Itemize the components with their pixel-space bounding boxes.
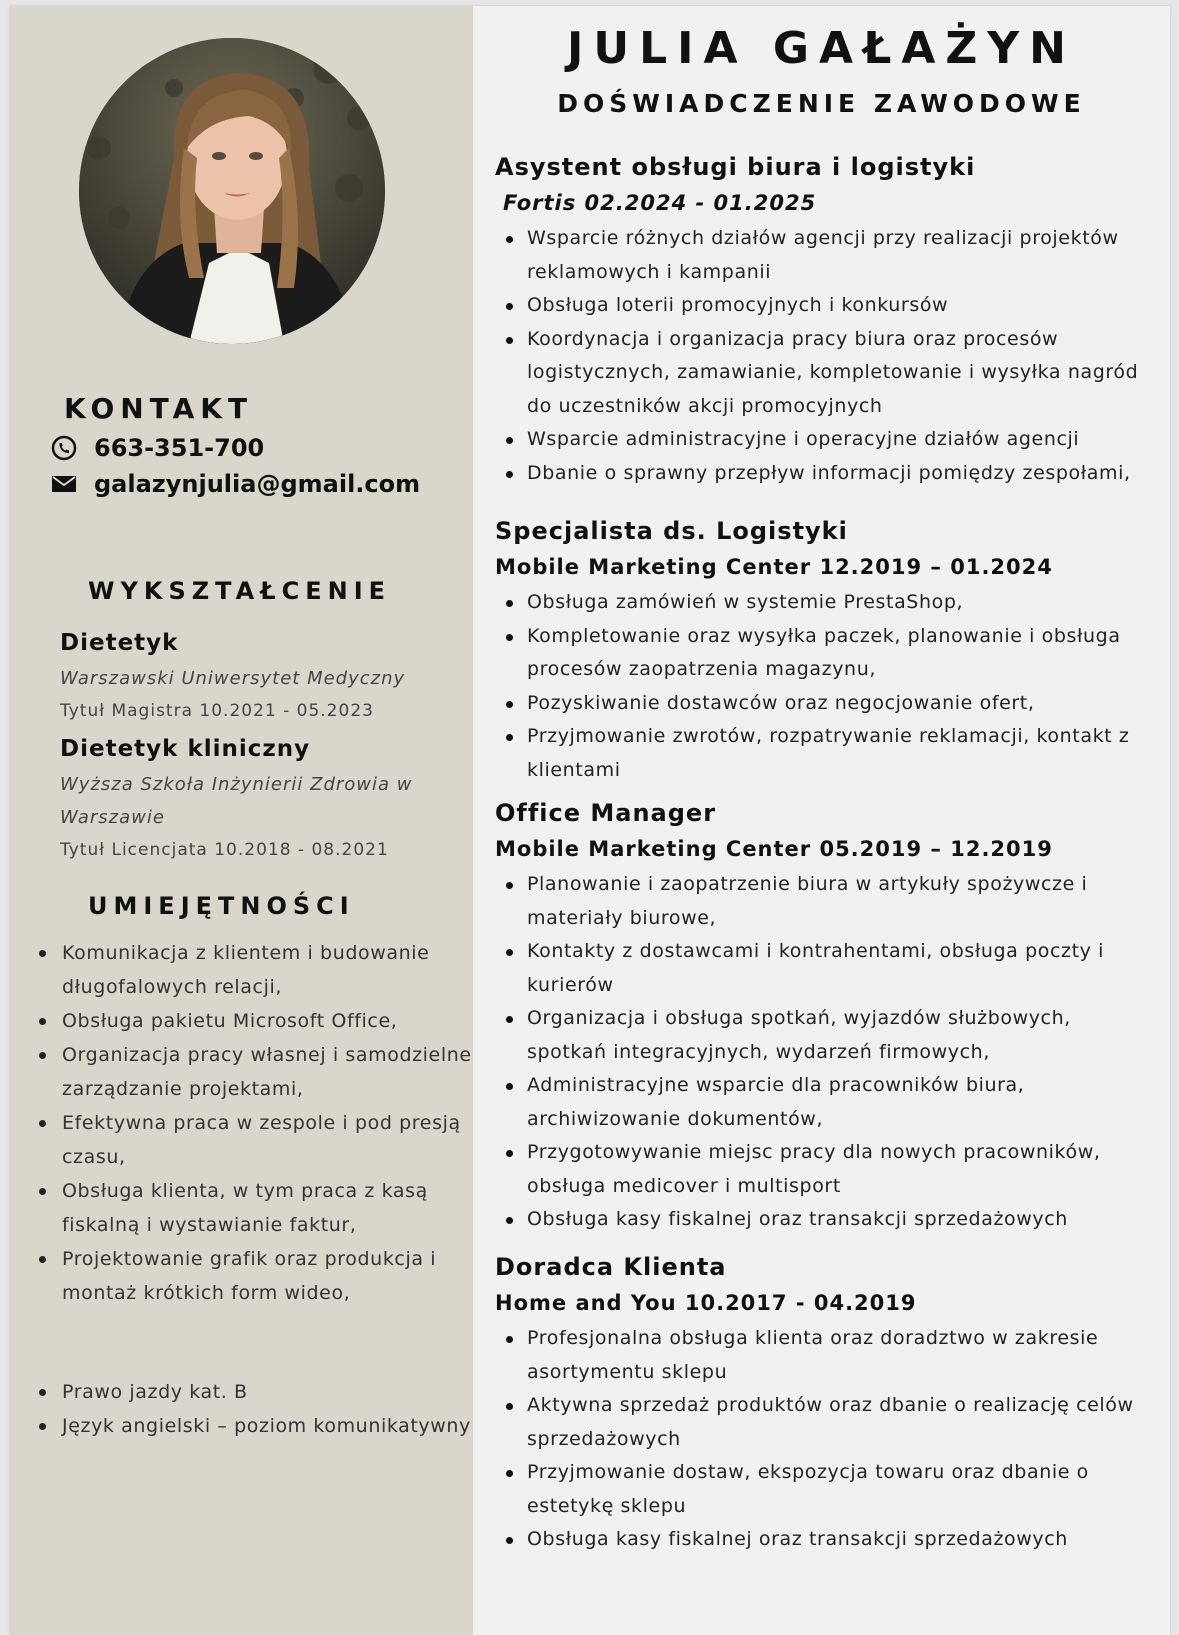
job-company: Fortis 02.2024 - 01.2025: [503, 191, 817, 215]
skill-item: Organizacja pracy własnej i samodzielne zarządzanie projektami,: [62, 1038, 492, 1106]
contact-email: [50, 470, 420, 498]
duty-item: Obsługa kasy fiskalnej oraz transakcji sprzedażowych: [527, 1523, 1155, 1557]
extra-skills-list: [38, 1375, 492, 1443]
job-entry: [495, 514, 1155, 787]
job-company: Mobile Marketing Center 12.2019 – 01.2024: [495, 555, 1053, 579]
skill-item: Projektowanie grafik oraz produkcja i montaż krótkich form wideo,: [62, 1242, 492, 1310]
email-address[interactable]: galazynjulia@gmail.com: [94, 470, 421, 498]
duty-item: Przygotowywanie miejsc pracy dla nowych pracowników, obsługa medicover i multisport: [527, 1136, 1155, 1203]
duty-item: Wsparcie administracyjne i operacyjne działów agencji: [527, 423, 1155, 457]
sidebar: [10, 6, 473, 1635]
duty-item: Wsparcie różnych działów agencji przy realizacji projektów reklamowych i kampanii: [527, 222, 1155, 289]
skill-item: Efektywna praca w zespole i pod presją czasu,: [62, 1106, 492, 1174]
education-school: Wyższa Szkoła Inżynierii Zdrowia w Warszawie: [60, 774, 413, 828]
skill-item: Prawo jazdy kat. B: [62, 1375, 492, 1409]
skills-list: [38, 936, 492, 1310]
education-degree: Dietetyk kliniczny: [60, 736, 311, 762]
phone-icon: [50, 434, 78, 462]
skill-item: Komunikacja z klientem i budowanie długofalowych relacji,: [62, 936, 492, 1004]
job-entry: [495, 150, 1155, 490]
skill-item: Język angielski – poziom komunikatywny: [62, 1409, 492, 1443]
job-title: Specjalista ds. Logistyki: [495, 517, 848, 545]
duty-item: Aktywna sprzedaż produktów oraz dbanie o realizację celów sprzedażowych: [527, 1389, 1155, 1456]
duty-item: Kontakty z dostawcami i kontrahentami, obsługa poczty i kurierów: [527, 935, 1155, 1002]
job-title: Doradca Klienta: [495, 1253, 727, 1281]
duty-list: [495, 1322, 1155, 1557]
candidate-name: JULIA GAŁAŻYN: [567, 23, 1076, 74]
main-content: [473, 6, 1170, 1635]
duty-item: Koordynacja i organizacja pracy biura oraz procesów logistycznych, zamawianie, kompletowanie i wysyłka nagród do uczestników akcji promocyjnych: [527, 323, 1155, 424]
duty-item: Organizacja i obsługa spotkań, wyjazdów służbowych, spotkań integracyjnych, wydarzeń firmowych,: [527, 1002, 1155, 1069]
education-heading: WYKSZTAŁCENIE: [88, 577, 392, 605]
duty-item: Planowanie i zaopatrzenie biura w artykuły spożywcze i materiały biurowe,: [527, 868, 1155, 935]
job-entry: [495, 796, 1155, 1237]
duty-item: Dbanie o sprawny przepływ informacji pomiędzy zespołami,: [527, 457, 1155, 491]
duty-item: Obsługa loterii promocyjnych i konkursów: [527, 289, 1155, 323]
duty-list: [495, 868, 1155, 1237]
duty-item: Przyjmowanie dostaw, ekspozycja towaru oraz dbanie o estetykę sklepu: [527, 1456, 1155, 1523]
duty-item: Profesjonalna obsługa klienta oraz doradztwo w zakresie asortymentu sklepu: [527, 1322, 1155, 1389]
phone-number[interactable]: 663-351-700: [94, 434, 265, 462]
skill-item: Obsługa klienta, w tym praca z kasą fiskalną i wystawianie faktur,: [62, 1174, 492, 1242]
duty-list: [495, 586, 1155, 787]
education-school: Warszawski Uniwersytet Medyczny: [60, 668, 406, 689]
job-company: Mobile Marketing Center 05.2019 – 12.2019: [495, 837, 1053, 861]
duty-item: Obsługa kasy fiskalnej oraz transakcji sprzedażowych: [527, 1203, 1155, 1237]
education-title: Tytuł Licencjata 10.2018 - 08.2021: [60, 840, 389, 860]
duty-list: [495, 222, 1155, 490]
contact-phone: [50, 434, 264, 462]
section-title: DOŚWIADCZENIE ZAWODOWE: [557, 89, 1086, 118]
job-title: Asystent obsługi biura i logistyki: [495, 153, 976, 181]
education-title: Tytuł Magistra 10.2021 - 05.2023: [60, 701, 374, 721]
contact-heading: KONTAKT: [64, 392, 254, 425]
duty-item: Kompletowanie oraz wysyłka paczek, planowanie i obsługa procesów zaopatrzenia magazynu,: [527, 620, 1155, 687]
skills-heading: UMIEJĘTNOŚCI: [88, 892, 355, 920]
job-entry: [495, 1250, 1155, 1557]
envelope-icon: [50, 470, 78, 498]
duty-item: Obsługa zamówień w systemie PrestaShop,: [527, 586, 1155, 620]
job-title: Office Manager: [495, 799, 717, 827]
skill-item: Obsługa pakietu Microsoft Office,: [62, 1004, 492, 1038]
job-company: Home and You 10.2017 - 04.2019: [495, 1291, 917, 1315]
education-item: [60, 736, 460, 866]
duty-item: Pozyskiwanie dostawców oraz negocjowanie ofert,: [527, 687, 1155, 721]
education-item: [60, 630, 460, 727]
duty-item: Administracyjne wsparcie dla pracowników biura, archiwizowanie dokumentów,: [527, 1069, 1155, 1136]
profile-photo: [79, 38, 385, 344]
resume-page: [10, 6, 1170, 1635]
duty-item: Przyjmowanie zwrotów, rozpatrywanie reklamacji, kontakt z klientami: [527, 720, 1155, 787]
education-degree: Dietetyk: [60, 630, 179, 656]
